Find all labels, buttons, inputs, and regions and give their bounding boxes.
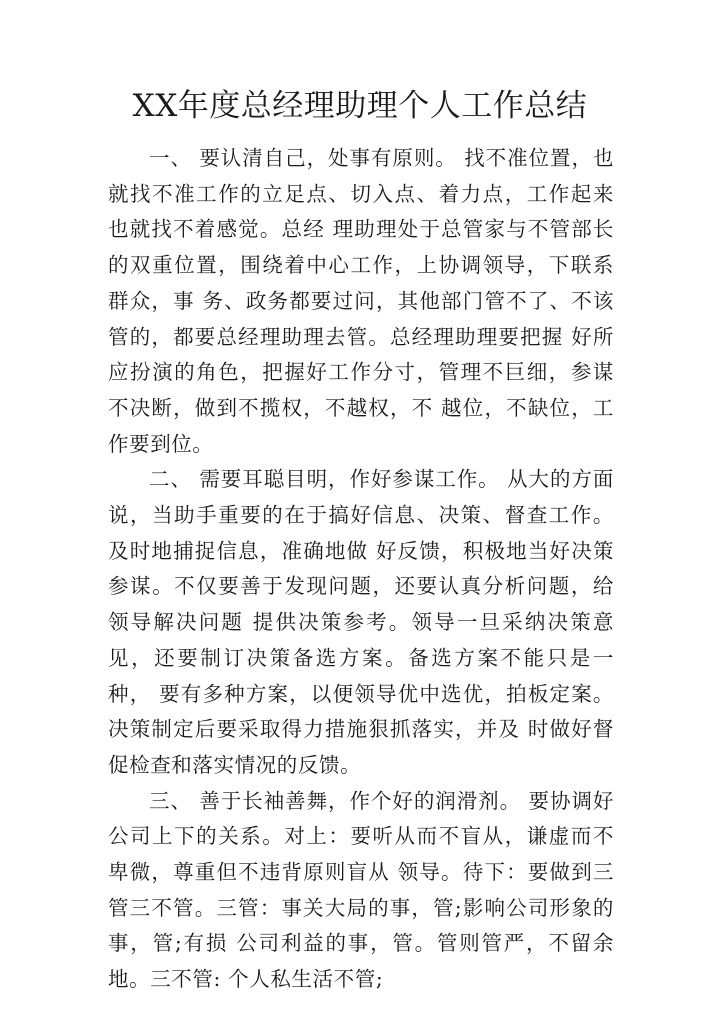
document-title: XX年度总经理助理个人工作总结 bbox=[132, 88, 588, 124]
paragraph-2: 二、 需要耳聪目明，作好参谋工作。 从大的方面说，当助手重要的在于搞好信息、决策、督查工作。及时地捕捉信息，准确地做 好反馈，积极地当好决策参谋。不仅要善于发现问题，还要认真分析问题，给领导解决问题 提供决策参考。领导一旦采纳决策意见，还要制订决策备选方案。备选方案不能只是一种， 要有多种方案，以便领导优中选优，拍板定案。决策制定后要采取得力措施狠抓落实，并及 时做好督促检查和落实情况的反馈。 bbox=[108, 467, 614, 777]
paragraph-3: 三、 善于长袖善舞，作个好的润滑剂。 要协调好公司上下的关系。对上：要听从而不盲从，谦虚而不卑微，尊重但不违背原则盲从 领导。待下：要做到三管三不管。三管：事关大局的事，管;影响公司形象的事，管;有损 公司利益的事，管。管则管严，不留余地。三不管: 个人私生活不管; bbox=[108, 788, 614, 992]
paragraph-1: 一、 要认清自己，处事有原则。 找不准位置，也就找不准工作的立足点、切入点、着力点，工作起来也就找不着感觉。总经 理助理处于总管家与不管部长的双重位置，围绕着中心工作，上协调领导，下联系群众，事 务、政务都要过问，其他部门管不了、不该管的，都要总经理助理去管。总经理助理要把握 好所应扮演的角色，把握好工作分寸，管理不巨细，参谋不决断，做到不揽权，不越权，不 越位，不缺位，工作要到位。 bbox=[108, 146, 614, 456]
document-body bbox=[108, 141, 614, 998]
